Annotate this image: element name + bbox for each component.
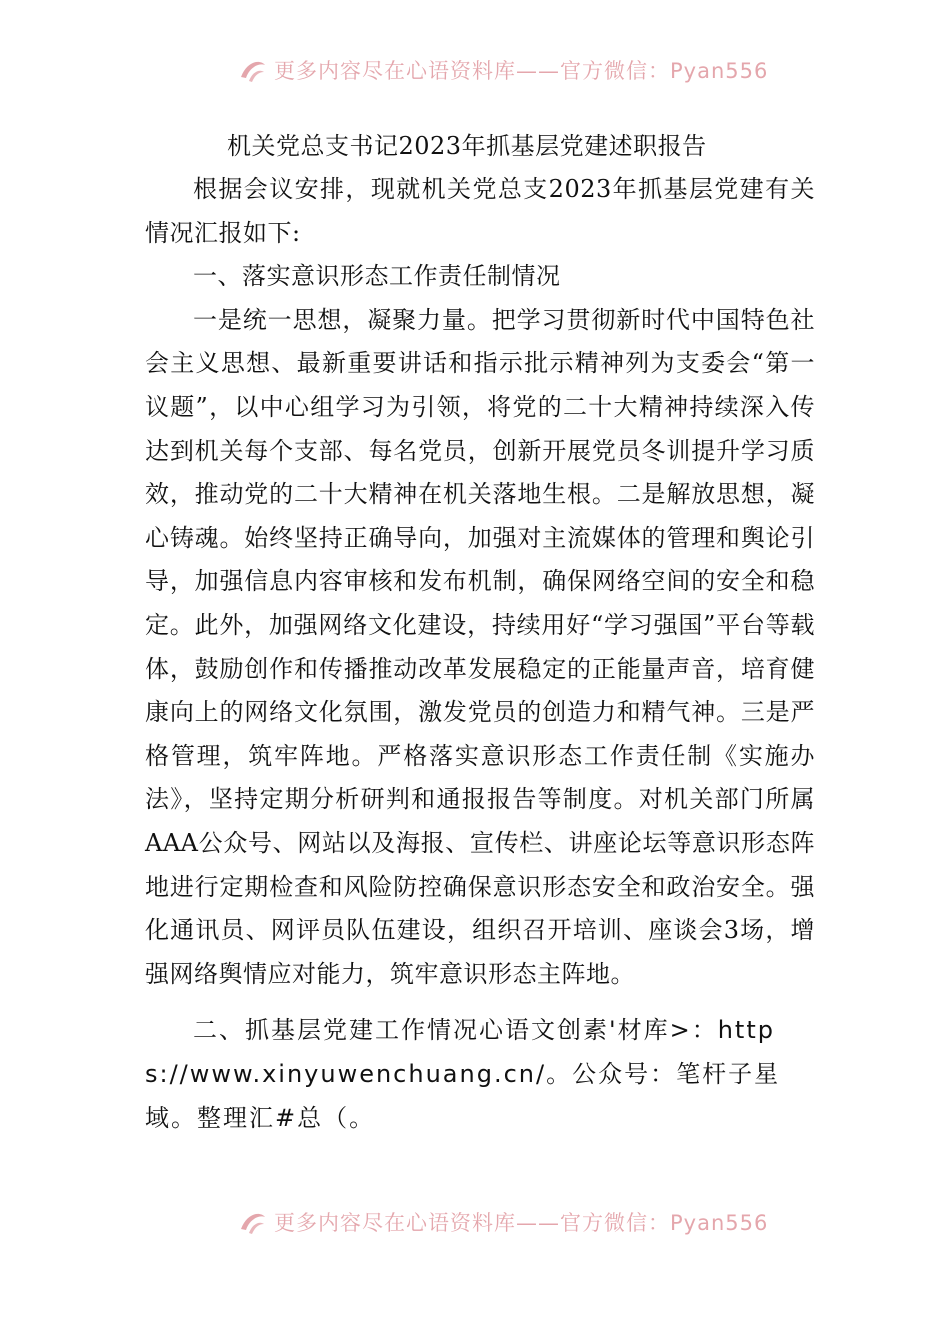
- intro-paragraph: 根据会议安排，现就机关党总支2023年抓基层党建有关情况汇报如下:: [145, 175, 815, 247]
- brand-logo-icon: [238, 1209, 268, 1235]
- watermark-text: 更多内容尽在心语资料库——官方微信：Pyan556: [274, 1211, 769, 1235]
- section-2-heading: 二、抓基层党建工作情况心语文创素'材库>：https://www.xinyuwenchuang.cn/。公众号：笔杆子星域。整理汇#总（。: [145, 1016, 781, 1133]
- document-title: 机关党总支书记2023年抓基层党建述职报告: [227, 132, 707, 160]
- watermark-bottom: [238, 1206, 768, 1238]
- watermark-text: 更多内容尽在心语资料库——官方微信：Pyan556: [274, 59, 769, 83]
- brand-logo-icon: [238, 57, 268, 83]
- section-1-heading: 一、落实意识形态工作责任制情况: [193, 262, 561, 291]
- section-1-body: 一是统一思想，凝聚力量。把学习贯彻新时代中国特色社会主义思想、最新重要讲话和指示批示精神列为支委会“第一议题”，以中心组学习为引领，将党的二十大精神持续深入传达到机关每个支部、每名党员，创新开展党员冬训提升学习质效，推动党的二十大精神在机关落地生根。二是解放思想，凝心铸魂。始终坚持正确导向，加强对主流媒体的管理和舆论引导，加强信息内容审核和发布机制，确保网络空间的安全和稳定。此外，加强网络文化建设，持续用好“学习强国”平台等载体，鼓励创作和传播推动改革发展稳定的正能量声音，培育健康向上的网络文化氛围，激发党员的创造力和精气神。三是严格管理，筑牢阵地。严格落实意识形态工作责任制《实施办法》，坚持定期分析研判和通报报告等制度。对机关部门所属AAA公众号、网站以及海报、宣传栏、讲座论坛等意识形态阵地进行定期检查和风险防控确保意识形态安全和政治安全。强化通讯员、网评员队伍建设，组织召开培训、座谈会3场，增强网络舆情应对能力，筑牢意识形态主阵地。: [145, 305, 815, 988]
- watermark-top: [238, 54, 768, 86]
- document-body: [145, 124, 815, 1140]
